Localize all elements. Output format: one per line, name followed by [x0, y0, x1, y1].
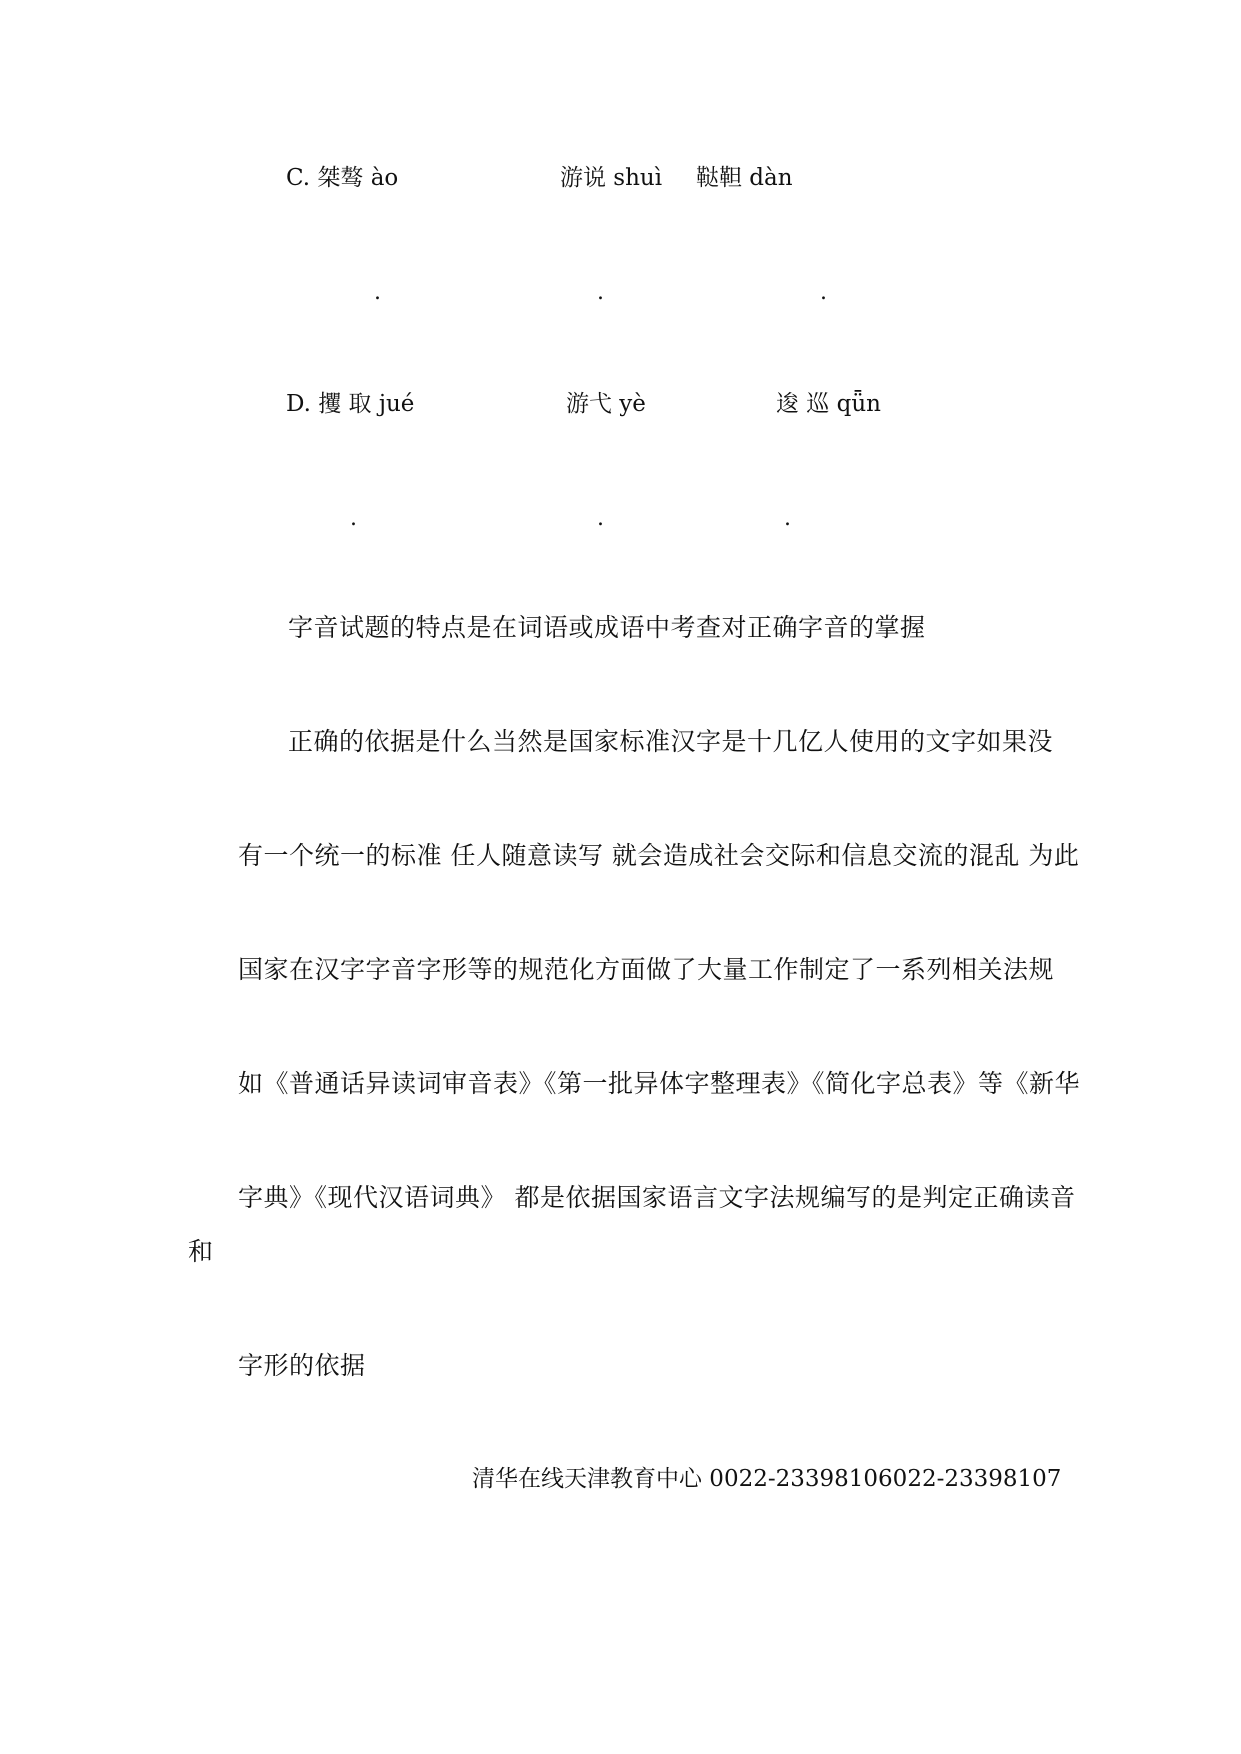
emphasis-dot: .	[374, 280, 381, 305]
paragraph-2-line-1: 正确的依据是什么当然是国家标准汉字是十几亿人使用的文字如果没	[288, 727, 1054, 756]
paragraph-2-line-6: 和	[188, 1237, 214, 1266]
emphasis-dot: .	[350, 506, 357, 531]
option-d-item-3: 逡 巡 qǖn	[776, 391, 881, 417]
emphasis-dot: .	[597, 280, 604, 305]
option-c-item-3: 鞑靼 dàn	[696, 165, 793, 191]
option-d-item-2: 游弋 yè	[566, 391, 646, 417]
paragraph-2-line-7: 字形的依据	[238, 1351, 366, 1380]
footer-contact: 清华在线天津教育中心 0022-23398106022-23398107	[472, 1466, 1062, 1492]
option-c-label: C. 桀骜 ào	[286, 165, 399, 191]
paragraph-2-line-3: 国家在汉字字音字形等的规范化方面做了大量工作制定了一系列相关法规	[238, 955, 1055, 984]
option-d-label: D. 攫 取 jué	[286, 391, 415, 417]
emphasis-dot: .	[597, 506, 604, 531]
emphasis-dot: .	[820, 280, 827, 305]
paragraph-2-line-5: 字典》《现代汉语词典》 都是依据国家语言文字法规编写的是判定正确读音	[238, 1183, 1076, 1212]
emphasis-dot: .	[784, 506, 791, 531]
paragraph-2-line-4: 如《普通话异读词审音表》《第一批异体字整理表》《简化字总表》等《新华	[238, 1069, 1081, 1098]
option-c-item-2: 游说 shuì	[560, 165, 663, 191]
paragraph-2-line-2: 有一个统一的标准 任人随意读写 就会造成社会交际和信息交流的混乱 为此	[238, 841, 1080, 870]
paragraph-1: 字音试题的特点是在词语或成语中考查对正确字音的掌握	[288, 613, 926, 642]
